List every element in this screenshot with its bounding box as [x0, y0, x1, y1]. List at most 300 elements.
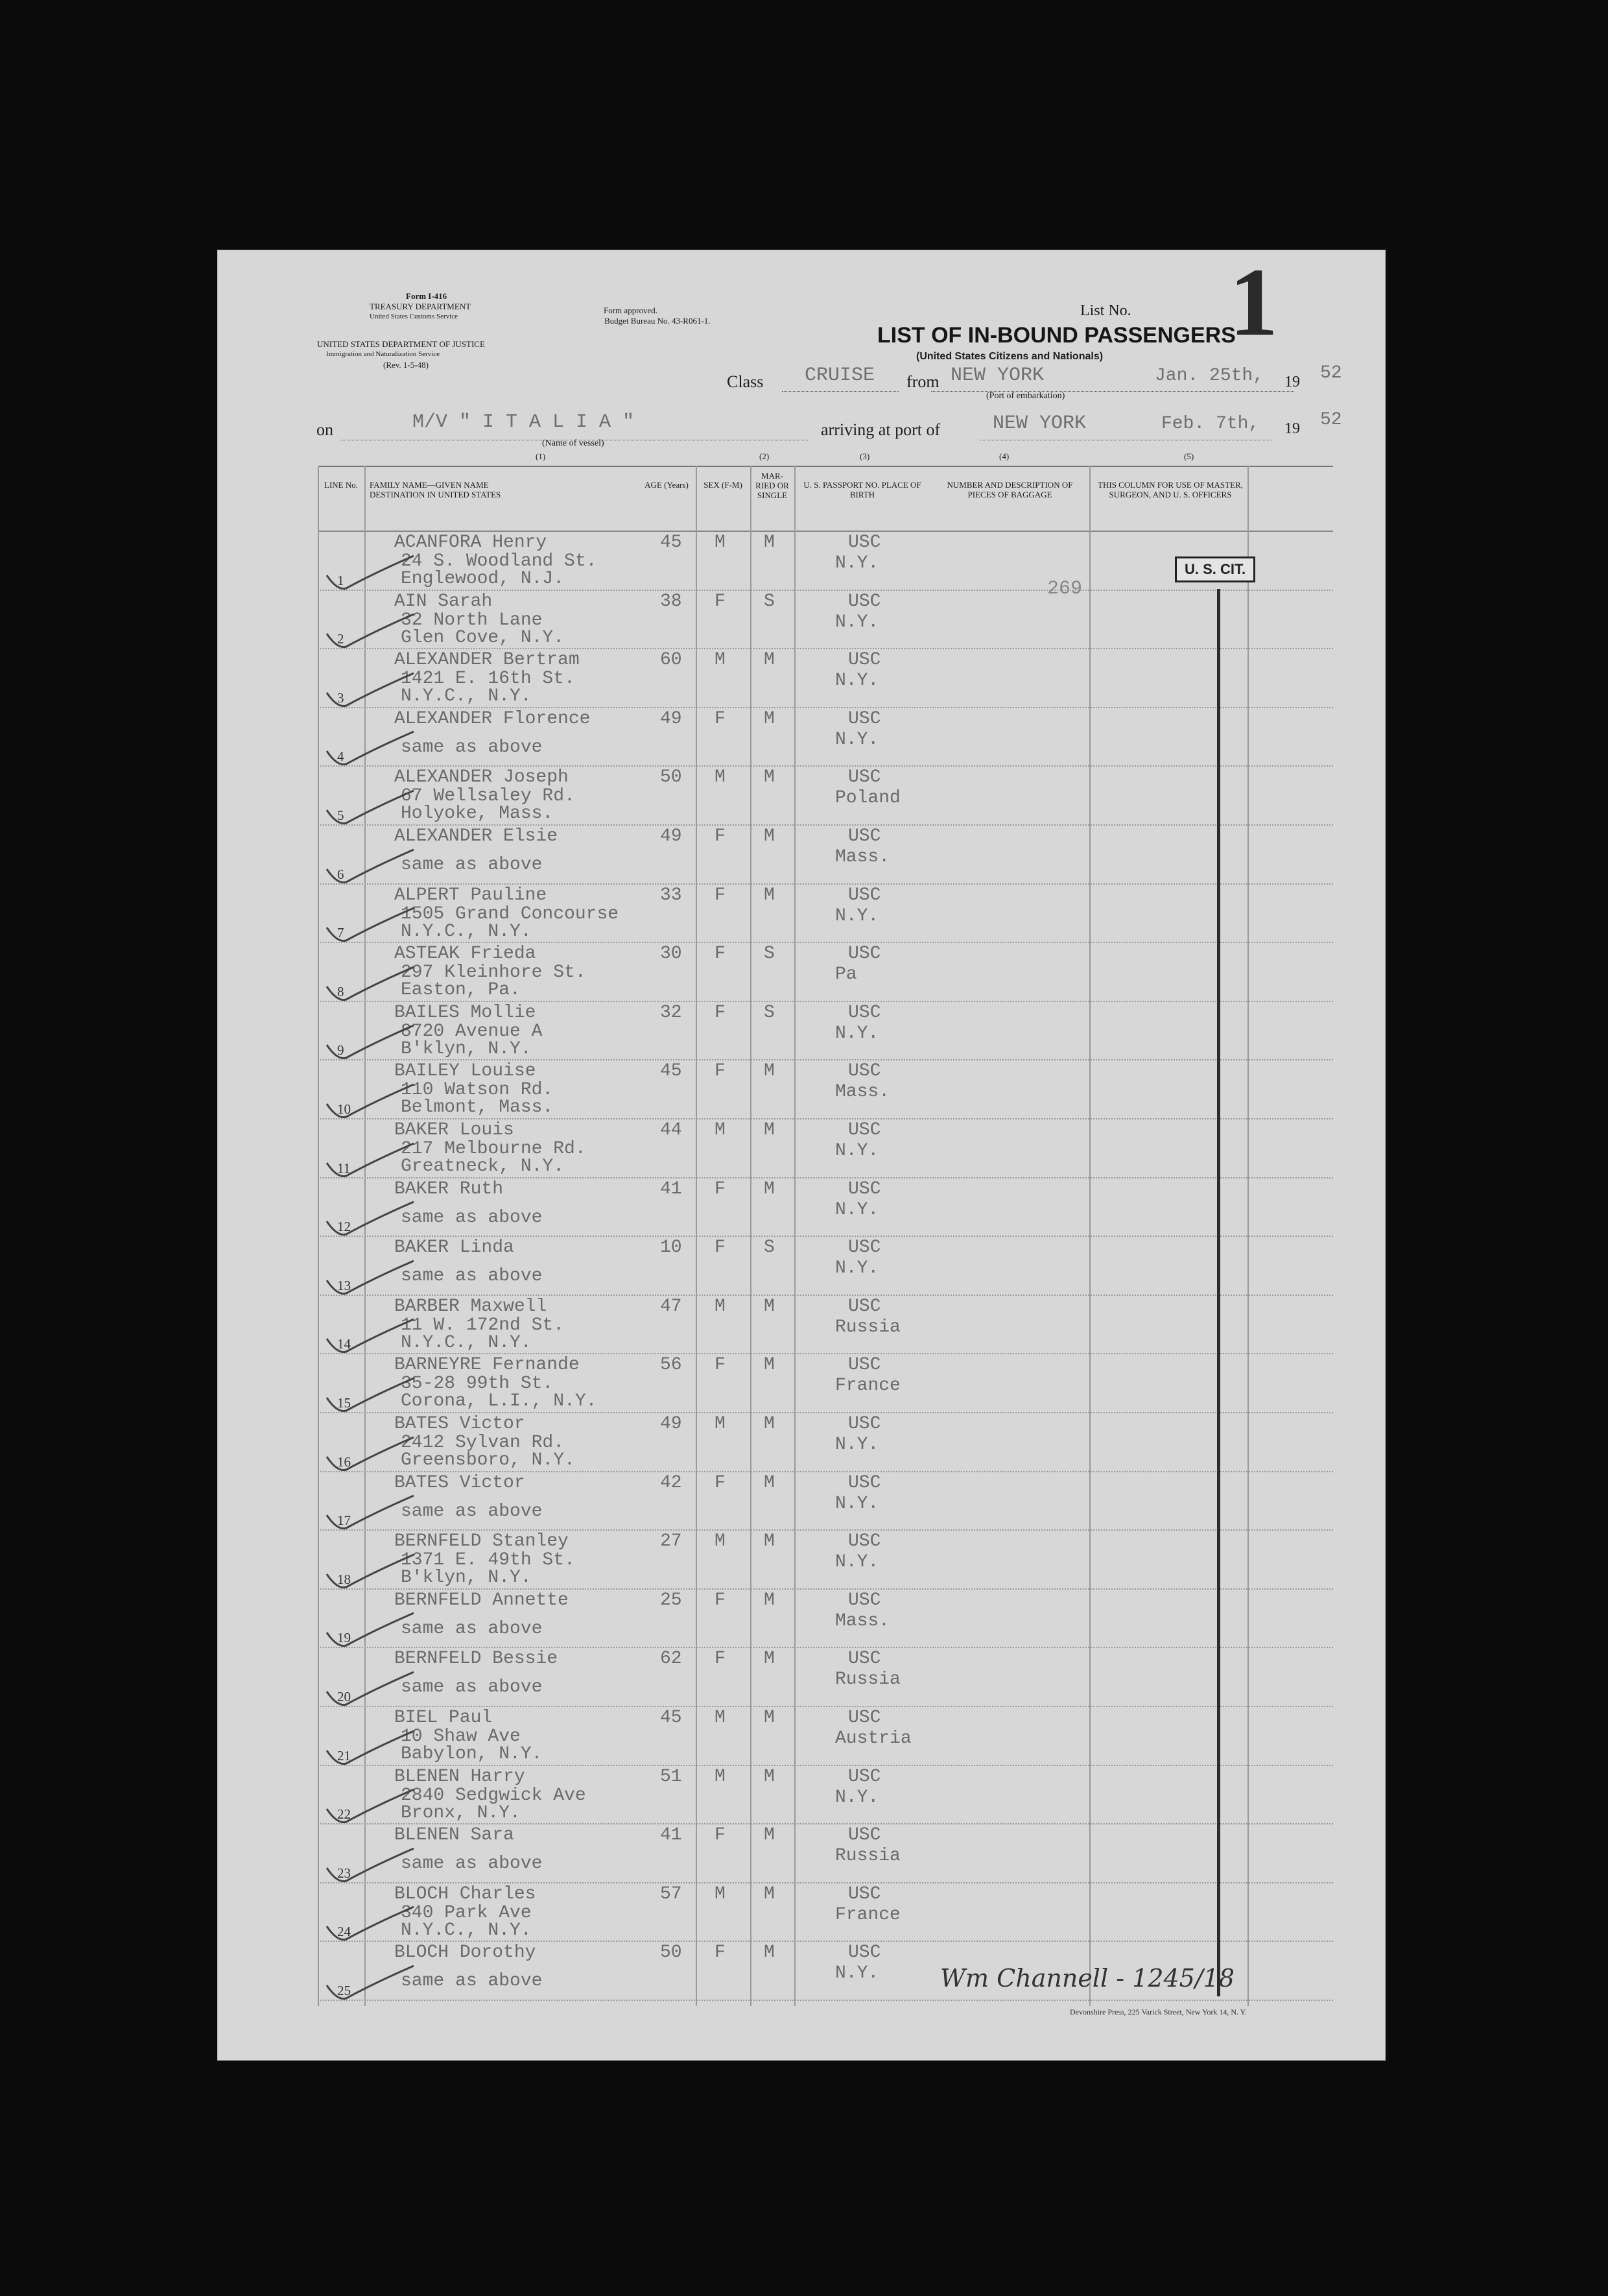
passenger-table: [318, 466, 1333, 2006]
marital-status: M: [764, 708, 775, 729]
place-of-birth: N.Y.: [835, 1199, 879, 1220]
age-value: 56: [660, 1355, 682, 1376]
marital-status: M: [764, 1590, 775, 1610]
age-value: 42: [660, 1472, 682, 1493]
column-number: (3): [860, 451, 870, 461]
passenger-name: ALEXANDER Elsie: [394, 826, 558, 846]
place-of-birth: France: [835, 1904, 901, 1925]
address-line-1: 67 Wellsaley Rd.: [401, 786, 575, 807]
line-number: 25: [337, 1982, 351, 1998]
passenger-name: BATES Victor: [394, 1414, 525, 1434]
table-row: [318, 1883, 1333, 1943]
address-line-1: 110 Watson Rd.: [401, 1080, 554, 1101]
sex-value: F: [715, 1355, 726, 1376]
passport-status: USC: [848, 826, 881, 846]
age-value: 41: [660, 1825, 682, 1846]
place-of-birth: N.Y.: [835, 1435, 879, 1455]
passenger-name: BERNFELD Annette: [394, 1590, 569, 1610]
sex-value: F: [715, 885, 726, 905]
passport-status: USC: [848, 1355, 881, 1376]
sex-value: M: [715, 650, 726, 671]
sex-value: M: [715, 1296, 726, 1317]
line-number: 7: [337, 925, 344, 941]
arriving-label: arriving at port of: [821, 420, 941, 439]
sex-value: M: [715, 1883, 726, 1904]
line-number: 23: [337, 1865, 351, 1881]
passport-status: USC: [848, 885, 881, 905]
place-of-birth: Mass.: [835, 847, 890, 867]
header-officers: THIS COLUMN FOR USE OF MASTER, SURGEON, AND U. S. OFFICERS: [1098, 480, 1243, 499]
check-mark-icon: [323, 1199, 420, 1238]
age-value: 38: [660, 591, 682, 612]
passenger-name: BLENEN Harry: [394, 1766, 525, 1787]
table-row: [318, 1472, 1333, 1531]
passenger-name: BAKER Ruth: [394, 1178, 504, 1199]
sex-value: F: [715, 1649, 726, 1669]
sex-value: F: [715, 591, 726, 612]
place-of-birth: Russia: [835, 1317, 901, 1337]
line-number: 3: [337, 689, 344, 706]
department-immigration: Immigration and Naturalization Service: [326, 350, 440, 358]
address-line-1: 217 Melbourne Rd.: [401, 1139, 586, 1159]
vessel-name: M/V " I T A L I A ": [412, 411, 635, 433]
line-number: 21: [337, 1747, 351, 1764]
line-number: 13: [337, 1277, 351, 1293]
age-value: 45: [660, 1061, 682, 1082]
sex-value: F: [715, 1825, 726, 1846]
header-baggage: NUMBER AND DESCRIPTION OF PIECES OF BAGGAGE: [947, 480, 1073, 499]
marital-status: M: [764, 1708, 775, 1728]
age-value: 47: [660, 1296, 682, 1317]
check-mark-icon: [323, 1552, 420, 1591]
table-row: [318, 1648, 1333, 1707]
age-value: 41: [660, 1178, 682, 1199]
place-of-birth: France: [835, 1376, 901, 1396]
us-citizen-stamp: U. S. CIT.: [1175, 556, 1255, 582]
place-of-birth: N.Y.: [835, 1023, 879, 1044]
table-row: [318, 1237, 1333, 1296]
address-line-2: N.Y.C., N.Y.: [401, 1332, 532, 1353]
address-line-2: Greensboro, N.Y.: [401, 1450, 575, 1470]
marital-status: M: [764, 1061, 775, 1082]
arriving-year: 52: [1320, 410, 1342, 430]
check-mark-icon: [323, 1728, 420, 1767]
check-mark-icon: [323, 1141, 420, 1180]
place-of-birth: N.Y.: [835, 1552, 879, 1573]
passport-status: USC: [848, 1649, 881, 1669]
passport-status: USC: [848, 1178, 881, 1199]
sex-value: F: [715, 1943, 726, 1963]
place-of-birth: Pa: [835, 964, 857, 985]
age-value: 45: [660, 532, 682, 553]
table-row: [318, 1707, 1333, 1766]
place-of-birth: N.Y.: [835, 671, 879, 691]
marital-status: M: [764, 885, 775, 905]
table-row: [318, 1824, 1333, 1883]
marital-status: M: [764, 1414, 775, 1434]
check-mark-icon: [323, 1787, 420, 1826]
header-passport: U. S. PASSPORT NO. PLACE OF BIRTH: [803, 480, 921, 499]
marital-status: M: [764, 767, 775, 788]
marital-status: M: [764, 1120, 775, 1140]
passport-status: USC: [848, 1825, 881, 1846]
check-mark-icon: [323, 671, 420, 710]
line-number: 11: [337, 1160, 351, 1176]
sex-value: M: [715, 1120, 726, 1140]
sex-value: F: [715, 944, 726, 964]
table-row: [318, 767, 1333, 826]
line-number: 2: [337, 631, 344, 647]
line-number: 6: [337, 866, 344, 882]
from-port: NEW YORK: [951, 365, 1045, 387]
address-line-1: 297 Kleinhore St.: [401, 963, 586, 983]
arriving-year-prefix: 19: [1284, 420, 1300, 437]
marital-status: M: [764, 1472, 775, 1493]
place-of-birth: N.Y.: [835, 1787, 879, 1808]
column-number: (2): [759, 451, 770, 461]
department-treasury: TREASURY DEPARTMENT: [370, 302, 471, 311]
table-row: [318, 1413, 1333, 1472]
line-number: 19: [337, 1630, 351, 1646]
place-of-birth: N.Y.: [835, 1258, 879, 1279]
sex-value: F: [715, 708, 726, 729]
passenger-name: AIN Sarah: [394, 591, 493, 612]
sex-value: M: [715, 532, 726, 553]
address-line-2: same as above: [401, 1266, 543, 1287]
passenger-name: BARNEYRE Fernande: [394, 1355, 580, 1376]
age-value: 49: [660, 708, 682, 729]
address-line-2: Englewood, N.J.: [401, 569, 565, 589]
table-row: [318, 591, 1333, 650]
place-of-birth: N.Y.: [835, 612, 879, 632]
check-mark-icon: [323, 1435, 420, 1474]
place-of-birth: N.Y.: [835, 729, 879, 750]
department-justice: UNITED STATES DEPARTMENT OF JUSTICE: [317, 339, 485, 349]
address-line-2: Glen Cove, N.Y.: [401, 627, 565, 648]
marital-status: M: [764, 1178, 775, 1199]
address-line-2: B'klyn, N.Y.: [401, 1038, 532, 1059]
place-of-birth: N.Y.: [835, 1963, 879, 1984]
check-mark-icon: [323, 1317, 420, 1356]
on-label: on: [316, 420, 333, 439]
passenger-name: ALEXANDER Florence: [394, 708, 591, 729]
address-line-2: same as above: [401, 1854, 543, 1874]
passport-status: USC: [848, 1943, 881, 1963]
line-number: 18: [337, 1571, 351, 1587]
passport-status: USC: [848, 1061, 881, 1082]
line-number: 8: [337, 983, 344, 999]
line-number: 5: [337, 807, 344, 823]
table-row: [318, 1060, 1333, 1119]
sex-value: M: [715, 1414, 726, 1434]
address-line-1: 8720 Avenue A: [401, 1021, 543, 1042]
age-value: 49: [660, 1414, 682, 1434]
passenger-name: BATES Victor: [394, 1472, 525, 1493]
table-row: [318, 1002, 1333, 1061]
table-row: [318, 1354, 1333, 1413]
line-number: 17: [337, 1513, 351, 1529]
age-value: 33: [660, 885, 682, 905]
passenger-name: BARBER Maxwell: [394, 1296, 547, 1317]
address-line-1: 2840 Sedgwick Ave: [401, 1785, 586, 1806]
age-value: 49: [660, 826, 682, 846]
passport-status: USC: [848, 944, 881, 964]
table-row: [318, 943, 1333, 1002]
address-line-2: Easton, Pa.: [401, 980, 521, 1001]
header-family-name: FAMILY NAME—GIVEN NAME DESTINATION IN UNITED STATES: [370, 480, 501, 499]
check-mark-icon: [323, 1493, 420, 1532]
marital-status: S: [764, 1238, 775, 1258]
passenger-name: BAKER Louis: [394, 1120, 514, 1140]
address-line-2: Babylon, N.Y.: [401, 1744, 543, 1764]
passenger-name: BAILES Mollie: [394, 1002, 536, 1023]
list-number-large: 1: [1229, 248, 1278, 356]
address-line-1: 1371 E. 49th St.: [401, 1550, 575, 1571]
address-line-2: N.Y.C., N.Y.: [401, 686, 532, 707]
sex-value: F: [715, 1590, 726, 1610]
passport-status: USC: [848, 1472, 881, 1493]
age-value: 60: [660, 650, 682, 671]
line-number: 24: [337, 1924, 351, 1940]
check-mark-icon: [323, 1963, 420, 2002]
marital-status: M: [764, 1531, 775, 1552]
place-of-birth: Mass.: [835, 1610, 890, 1631]
address-line-1: 1421 E. 16th St.: [401, 669, 575, 689]
age-value: 30: [660, 944, 682, 964]
marital-status: M: [764, 1766, 775, 1787]
passport-status: USC: [848, 1590, 881, 1610]
address-line-2: same as above: [401, 1618, 543, 1639]
table-row: [318, 1119, 1333, 1178]
age-value: 50: [660, 767, 682, 788]
line-number: 1: [337, 572, 344, 588]
passport-status: USC: [848, 1708, 881, 1728]
check-mark-icon: [323, 964, 420, 1003]
sex-value: M: [715, 767, 726, 788]
address-line-2: same as above: [401, 1971, 543, 1992]
age-value: 62: [660, 1649, 682, 1669]
passenger-name: BAKER Linda: [394, 1238, 514, 1258]
class-label: Class: [727, 372, 764, 391]
marital-status: M: [764, 1943, 775, 1963]
line-number: 16: [337, 1453, 351, 1470]
sex-value: M: [715, 1766, 726, 1787]
address-line-2: N.Y.C., N.Y.: [401, 1920, 532, 1941]
check-mark-icon: [323, 1846, 420, 1885]
address-line-1: 2412 Sylvan Rd.: [401, 1433, 565, 1453]
passenger-name: BERNFELD Bessie: [394, 1649, 558, 1669]
marital-status: M: [764, 650, 775, 671]
list-number-label: List No.: [1080, 302, 1131, 319]
department-customs: United States Customs Service: [370, 313, 458, 320]
address-line-2: same as above: [401, 1207, 543, 1228]
age-value: 27: [660, 1531, 682, 1552]
passport-status: USC: [848, 1238, 881, 1258]
column-number: (5): [1184, 451, 1194, 461]
passenger-name: BAILEY Louise: [394, 1061, 536, 1082]
passport-status: USC: [848, 1531, 881, 1552]
passenger-name: ALEXANDER Bertram: [394, 650, 580, 671]
address-line-2: Greatneck, N.Y.: [401, 1156, 565, 1177]
address-line-1: 1505 Grand Concourse: [401, 903, 619, 924]
marital-status: M: [764, 532, 775, 553]
check-mark-icon: [323, 1610, 420, 1649]
age-value: 32: [660, 1002, 682, 1023]
address-line-1: 24 S. Woodland St.: [401, 551, 597, 571]
line-number: 10: [337, 1101, 351, 1117]
officer-signature: Wm Channell - 1245/18: [940, 1964, 1235, 1992]
column-number: (4): [999, 451, 1010, 461]
place-of-birth: Russia: [835, 1669, 901, 1690]
passport-status: USC: [848, 708, 881, 729]
table-row: [318, 1531, 1333, 1590]
vessel-caption: (Name of vessel): [542, 438, 604, 448]
table-row: [318, 1296, 1333, 1355]
line-number: 12: [337, 1219, 351, 1235]
port-caption: (Port of embarkation): [986, 391, 1065, 401]
place-of-birth: N.Y.: [835, 553, 879, 573]
line-number: 14: [337, 1336, 351, 1352]
address-line-2: same as above: [401, 855, 543, 875]
passenger-name: BLOCH Charles: [394, 1883, 536, 1904]
form-revision: (Rev. 1-5-48): [383, 360, 429, 370]
check-mark-icon: [323, 1258, 420, 1297]
marital-status: M: [764, 1883, 775, 1904]
sex-value: M: [715, 1531, 726, 1552]
place-of-birth: N.Y.: [835, 1493, 879, 1514]
passport-status: USC: [848, 767, 881, 788]
form-approved: Form approved.: [604, 305, 658, 315]
address-line-2: same as above: [401, 1501, 543, 1522]
sex-value: F: [715, 826, 726, 846]
sex-value: F: [715, 1002, 726, 1023]
address-line-1: 35-28 99th St.: [401, 1374, 554, 1394]
address-line-2: Holyoke, Mass.: [401, 804, 554, 824]
line-number: 15: [337, 1394, 351, 1411]
age-value: 51: [660, 1766, 682, 1787]
address-line-2: Corona, L.I., N.Y.: [401, 1391, 597, 1412]
from-year-prefix: 19: [1284, 374, 1300, 390]
place-of-birth: Mass.: [835, 1082, 890, 1103]
header-age: AGE (Years): [644, 480, 689, 490]
age-value: 25: [660, 1590, 682, 1610]
arriving-port: NEW YORK: [993, 413, 1087, 435]
form-title: LIST OF IN-BOUND PASSENGERS: [877, 323, 1236, 348]
sex-value: M: [715, 1708, 726, 1728]
class-value: CRUISE: [805, 365, 875, 387]
passport-status: USC: [848, 532, 881, 553]
sex-value: F: [715, 1238, 726, 1258]
table-row: [318, 649, 1333, 708]
marital-status: M: [764, 1825, 775, 1846]
passport-status: USC: [848, 1883, 881, 1904]
passenger-name: BERNFELD Stanley: [394, 1531, 569, 1552]
form-subtitle: (United States Citizens and Nationals): [916, 351, 1104, 362]
passport-status: USC: [848, 650, 881, 671]
budget-bureau: Budget Bureau No. 43-R061-1.: [604, 316, 711, 326]
age-value: 57: [660, 1883, 682, 1904]
arriving-date: Feb. 7th,: [1161, 414, 1260, 434]
passenger-name: ASTEAK Frieda: [394, 944, 536, 964]
check-mark-icon: [323, 553, 420, 592]
passport-status: USC: [848, 1120, 881, 1140]
address-line-2: B'klyn, N.Y.: [401, 1568, 532, 1588]
address-line-2: same as above: [401, 737, 543, 758]
marital-status: M: [764, 1296, 775, 1317]
address-line-2: Belmont, Mass.: [401, 1097, 554, 1118]
table-row: [318, 1178, 1333, 1238]
check-mark-icon: [323, 1669, 420, 1708]
header-line-no: LINE No.: [324, 480, 358, 490]
marital-status: S: [764, 591, 775, 612]
address-line-1: 10 Shaw Ave: [401, 1727, 521, 1747]
line-number: 20: [337, 1688, 351, 1704]
column-number: (1): [536, 451, 546, 461]
check-mark-icon: [323, 847, 420, 886]
table-row: [318, 826, 1333, 885]
line-number: 4: [337, 748, 344, 765]
check-mark-icon: [323, 612, 420, 651]
line-number: 22: [337, 1806, 351, 1823]
address-line-1: 32 North Lane: [401, 610, 543, 630]
check-mark-icon: [323, 1082, 420, 1121]
passport-status: USC: [848, 1414, 881, 1434]
passport-status: USC: [848, 1002, 881, 1023]
header-married: MAR-RIED OR SINGLE: [755, 471, 789, 500]
passport-status: USC: [848, 1296, 881, 1317]
marital-status: M: [764, 1649, 775, 1669]
table-row: [318, 885, 1333, 944]
from-year: 52: [1320, 363, 1342, 383]
passenger-name: ALEXANDER Joseph: [394, 767, 569, 788]
place-of-birth: N.Y.: [835, 1141, 879, 1161]
passenger-name: BLOCH Dorothy: [394, 1943, 536, 1963]
address-line-2: same as above: [401, 1677, 543, 1698]
check-mark-icon: [323, 788, 420, 827]
check-mark-icon: [323, 729, 420, 768]
place-of-birth: Poland: [835, 788, 901, 809]
place-of-birth: Austria: [835, 1728, 912, 1749]
check-mark-icon: [323, 905, 420, 944]
sex-value: F: [715, 1472, 726, 1493]
baggage-note: 269: [1047, 578, 1083, 600]
from-date: Jan. 25th,: [1155, 366, 1264, 386]
marital-status: S: [764, 1002, 775, 1023]
passport-status: USC: [848, 1766, 881, 1787]
age-value: 44: [660, 1120, 682, 1140]
check-mark-icon: [323, 1376, 420, 1415]
table-row: [318, 708, 1333, 767]
passenger-name: ACANFORA Henry: [394, 532, 547, 553]
age-value: 10: [660, 1238, 682, 1258]
age-value: 50: [660, 1943, 682, 1963]
passenger-name: BLENEN Sara: [394, 1825, 514, 1846]
place-of-birth: N.Y.: [835, 905, 879, 926]
passport-status: USC: [848, 591, 881, 612]
ditto-line: [1217, 589, 1220, 1996]
address-line-1: 11 W. 172nd St.: [401, 1315, 565, 1335]
address-line-1: 340 Park Ave: [401, 1902, 532, 1923]
table-row: [318, 1766, 1333, 1825]
line-number: 9: [337, 1042, 344, 1058]
place-of-birth: Russia: [835, 1846, 901, 1867]
sex-value: F: [715, 1061, 726, 1082]
sex-value: F: [715, 1178, 726, 1199]
header-sex: SEX (F-M): [704, 480, 742, 490]
passenger-name: BIEL Paul: [394, 1708, 493, 1728]
from-label: from: [906, 372, 940, 391]
age-value: 45: [660, 1708, 682, 1728]
